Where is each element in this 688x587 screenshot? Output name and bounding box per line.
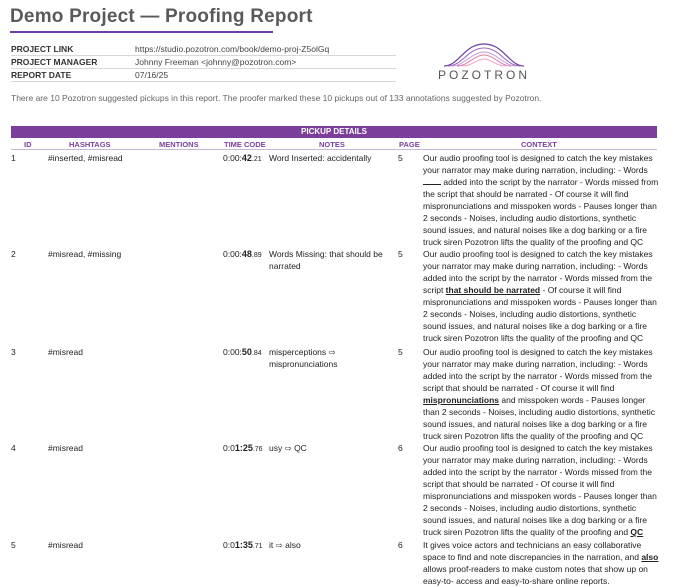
row-notes: Word Inserted: accidentally bbox=[269, 153, 372, 163]
time-main: 1:35 bbox=[234, 540, 253, 550]
row-time-code[interactable] bbox=[223, 442, 263, 456]
project-meta-table bbox=[11, 43, 396, 82]
report-date: 07/16/25 bbox=[135, 70, 169, 80]
report-title: Demo Project — Proofing Report bbox=[10, 6, 313, 27]
inserted-word-blank bbox=[423, 176, 441, 185]
row-notes: it ⇨ also bbox=[269, 540, 301, 550]
time-main: 1:25 bbox=[234, 443, 253, 453]
context-before: Our audio proofing tool is designed to catch the key mistakes your narrator may make during narration, including: - Words bbox=[423, 153, 653, 175]
row-time-code[interactable] bbox=[223, 539, 263, 553]
context-highlight: also bbox=[641, 552, 659, 562]
time-main: 48 bbox=[241, 249, 252, 259]
time-main: 50 bbox=[241, 347, 252, 357]
context-before: Our audio proofing tool is designed to catch the key mistakes your narrator may make during narration, including: - Words added into the script by the narrator - Words missed from the script bbox=[423, 249, 653, 295]
time-fraction: .71 bbox=[252, 543, 263, 550]
row-id: 4 bbox=[11, 443, 16, 453]
table-column-headers bbox=[11, 139, 657, 150]
project-link[interactable]: https://studio.pozotron.com/book/demo-proj-Z5olGq bbox=[135, 44, 330, 54]
row-time-code[interactable] bbox=[223, 346, 262, 360]
time-prefix: 0:00: bbox=[223, 249, 242, 259]
logo-wordmark: POZOTRON bbox=[438, 68, 530, 82]
soundwave-icon bbox=[424, 40, 544, 70]
time-fraction: .76 bbox=[252, 446, 263, 453]
context-after: allows proof-readers to make custom notes that show up on easy-to- access and easy-to-share online reports. bbox=[423, 564, 648, 586]
row-hashtags: #inserted, #misread bbox=[48, 153, 123, 163]
time-fraction: .21 bbox=[251, 156, 262, 163]
report-summary: There are 10 Pozotron suggested pickups in this report. The proofer marked these 10 pickups out of 133 annotations suggested by Pozotron. bbox=[11, 93, 542, 103]
row-hashtags: #misread bbox=[48, 347, 83, 357]
row-hashtags: #misread, #missing bbox=[48, 249, 122, 259]
time-prefix: 0:0 bbox=[223, 443, 235, 453]
context-before: It gives voice actors and technicians an easy collaborative space to find and note discrepancies in the narration, and bbox=[423, 540, 642, 562]
meta-row-project-manager bbox=[11, 56, 396, 69]
time-fraction: .84 bbox=[251, 350, 262, 357]
row-time-code[interactable] bbox=[223, 248, 262, 262]
row-page: 6 bbox=[398, 443, 403, 453]
context-after: added into the script by the narrator - Words missed from the script that should be narrated - Of course it will find mispronunciations and misspoken words - Pauses longer than 2 seconds - Noises, including audio distortions, synthetic sound issues, and natural noises like a dog barking or a fire truck siren Pozotron lifts the quality of the proofing and QC bbox=[423, 177, 659, 247]
row-hashtags: #misread bbox=[48, 540, 83, 550]
context-highlight: mispronunciations bbox=[423, 395, 500, 405]
row-id: 5 bbox=[11, 540, 16, 550]
time-fraction: .89 bbox=[251, 252, 262, 259]
row-context bbox=[423, 346, 659, 442]
row-time-code[interactable] bbox=[223, 152, 262, 166]
meta-key: REPORT DATE bbox=[11, 70, 72, 80]
row-id: 2 bbox=[11, 249, 16, 259]
meta-key: PROJECT LINK bbox=[11, 44, 74, 54]
context-highlight: QC bbox=[630, 527, 644, 537]
meta-row-project-link bbox=[11, 43, 396, 56]
time-prefix: 0:00: bbox=[223, 153, 242, 163]
row-page: 6 bbox=[398, 540, 403, 550]
section-header-pickup-details: PICKUP DETAILS bbox=[11, 126, 657, 138]
row-id: 1 bbox=[11, 153, 16, 163]
row-context bbox=[423, 539, 659, 587]
row-context bbox=[423, 442, 659, 538]
pozotron-logo bbox=[424, 40, 544, 84]
col-mentions: MENTIONS bbox=[159, 140, 199, 149]
row-page: 5 bbox=[398, 347, 403, 357]
col-time-code: TIME CODE bbox=[224, 140, 266, 149]
row-context bbox=[423, 248, 659, 344]
row-page: 5 bbox=[398, 249, 403, 259]
row-notes: usy ⇨ QC bbox=[269, 443, 307, 453]
time-prefix: 0:0 bbox=[223, 540, 235, 550]
time-prefix: 0:00: bbox=[223, 347, 242, 357]
col-context: CONTEXT bbox=[521, 140, 557, 149]
context-before: Our audio proofing tool is designed to catch the key mistakes your narrator may make during narration, including: - Words added into the script by the narrator - Words missed from the script that should be narrated - Of course it will find bbox=[423, 347, 653, 393]
meta-key: PROJECT MANAGER bbox=[11, 57, 98, 67]
row-page: 5 bbox=[398, 153, 403, 163]
col-page: PAGE bbox=[399, 140, 420, 149]
time-main: 42 bbox=[241, 153, 252, 163]
row-notes: Words Missing: that should be narrated bbox=[269, 249, 383, 271]
meta-row-report-date bbox=[11, 69, 396, 82]
context-highlight: that should be narrated bbox=[445, 285, 541, 295]
row-notes: misperceptions ⇨ mispronunciations bbox=[269, 347, 338, 369]
col-id: ID bbox=[24, 140, 32, 149]
col-hashtags: HASHTAGS bbox=[69, 140, 111, 149]
col-notes: NOTES bbox=[319, 140, 345, 149]
context-before: Our audio proofing tool is designed to catch the key mistakes your narrator may make during narration, including: - Words added into the script by the narrator - Words missed from the script that should be narrated - Of course it will find mispronunciations and misspoken words - Pauses longer than 2 seconds - Noises, including audio distortions, synthetic sound issues, and natural noises like a dog barking or a fire truck siren Pozotron lifts the quality of the proofing and bbox=[423, 443, 657, 537]
row-context bbox=[423, 152, 659, 248]
title-underline bbox=[10, 31, 273, 33]
row-id: 3 bbox=[11, 347, 16, 357]
context-after: - Of course it will find mispronunciations and misspoken words - Pauses longer than 2 seconds - Noises, including audio distortions, synthetic sound issues, and natural noises like a dog barking or a fire truck siren Pozotron lifts the quality of the proofing and QC bbox=[423, 285, 657, 343]
project-manager: Johnny Freeman <johnny@pozotron.com> bbox=[135, 57, 297, 67]
row-hashtags: #misread bbox=[48, 443, 83, 453]
context-after: and misspoken words - Pauses longer than 2 seconds - Noises, including audio distortions, synthetic sound issues, and natural noises like a dog barking or a fire truck siren Pozotron lifts the quality of the proofing and QC bbox=[423, 395, 655, 441]
